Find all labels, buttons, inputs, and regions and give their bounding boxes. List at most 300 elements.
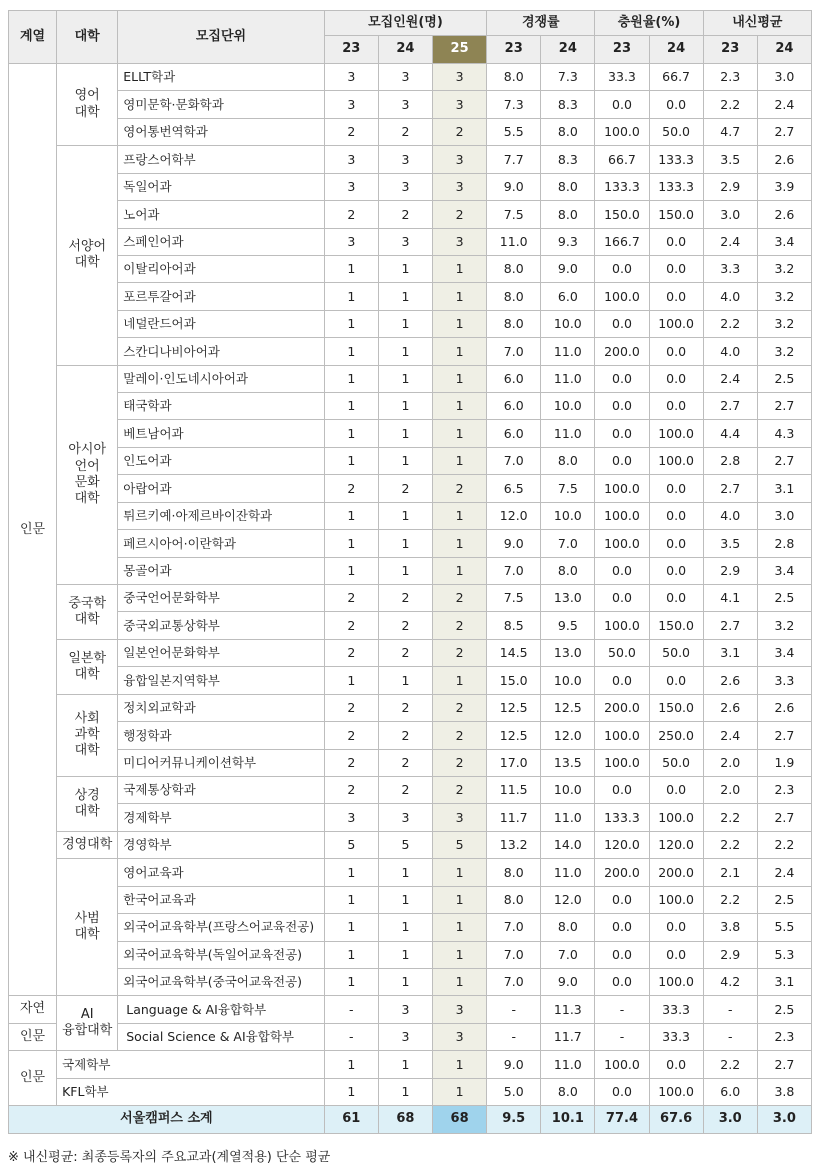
value-c23: 8.0	[487, 255, 541, 282]
value-r24: 1	[378, 365, 432, 392]
value-c24: 11.0	[541, 1051, 595, 1078]
value-g24: 3.2	[757, 310, 811, 337]
college-cell: 일본학 대학	[57, 639, 118, 694]
value-c23: 7.0	[487, 338, 541, 365]
value-g24: 2.6	[757, 694, 811, 721]
table-row	[9, 283, 812, 310]
header-year: 23	[595, 36, 649, 64]
value-g24: 3.1	[757, 475, 811, 502]
value-c23: 15.0	[487, 667, 541, 694]
value-r24: 1	[378, 1078, 432, 1105]
value-c23: 14.5	[487, 639, 541, 666]
value-g23: 6.0	[703, 1078, 757, 1105]
value-f24: 120.0	[649, 831, 703, 858]
value-r24: 3	[378, 804, 432, 831]
value-c23: 8.0	[487, 886, 541, 913]
value-c24: 7.0	[541, 941, 595, 968]
value-f24: 0.0	[649, 776, 703, 803]
value-f24: 0.0	[649, 1051, 703, 1078]
value-f23: 0.0	[595, 1078, 649, 1105]
value-c24: 13.0	[541, 585, 595, 612]
value-g23: 3.1	[703, 639, 757, 666]
footnote: ※ 내신평균: 최종등록자의 주요교과(계열적용) 단순 평균	[8, 1150, 331, 1165]
major-name: 이탈리아어과	[118, 255, 325, 282]
value-r24: 2	[378, 475, 432, 502]
value-r24: 1	[378, 283, 432, 310]
value-g23: 2.2	[703, 310, 757, 337]
value-g24: 2.4	[757, 91, 811, 118]
header-year: 24	[378, 36, 432, 64]
value-r25: 2	[433, 722, 487, 749]
table-row	[9, 968, 812, 995]
value-g24: 2.5	[757, 886, 811, 913]
table-row	[9, 91, 812, 118]
value-r23: 3	[324, 146, 378, 173]
value-f24: 0.0	[649, 255, 703, 282]
value-c24: 8.0	[541, 557, 595, 584]
value-r25: 2	[433, 585, 487, 612]
value-r25: 3	[433, 64, 487, 91]
value-c23: 7.3	[487, 91, 541, 118]
table-row	[9, 1051, 812, 1078]
value-c24: 9.5	[541, 612, 595, 639]
value-f24: 100.0	[649, 310, 703, 337]
value-r24: 3	[378, 146, 432, 173]
major-name: 외국어교육학부(독일어교육전공)	[118, 941, 325, 968]
major-name: 영어통번역학과	[118, 118, 325, 145]
table-row	[9, 804, 812, 831]
value-r23: 1	[324, 338, 378, 365]
table-row	[9, 118, 812, 145]
value-g24: 2.6	[757, 146, 811, 173]
value-r25: 1	[433, 886, 487, 913]
table-row	[9, 447, 812, 474]
major-name: 포르투갈어과	[118, 283, 325, 310]
value-g23: 2.0	[703, 749, 757, 776]
header-unit: 모집단위	[118, 11, 325, 64]
value-c23: -	[487, 996, 541, 1023]
value-r23: -	[324, 996, 378, 1023]
college-cell: AI 융합대학	[57, 996, 118, 1051]
value-r24: 1	[378, 968, 432, 995]
value-c24: 11.0	[541, 365, 595, 392]
header-gpa: 내신평균	[703, 11, 811, 36]
table-row	[9, 502, 812, 529]
major-name: 외국어교육학부(중국어교육전공)	[118, 968, 325, 995]
value-c23: -	[487, 1023, 541, 1050]
value-r23: 1	[324, 502, 378, 529]
table-row	[9, 859, 812, 886]
value-g23: 4.1	[703, 585, 757, 612]
value-c24: 8.3	[541, 146, 595, 173]
value-r24: 1	[378, 859, 432, 886]
major-name: 영미문학·문화학과	[118, 91, 325, 118]
major-name: 베트남어과	[118, 420, 325, 447]
value-g23: 2.6	[703, 667, 757, 694]
value-r23: 2	[324, 749, 378, 776]
value-g24: 3.2	[757, 612, 811, 639]
value-g23: 2.4	[703, 228, 757, 255]
value-r24: 1	[378, 447, 432, 474]
value-c24: 7.0	[541, 530, 595, 557]
value-c24: 11.0	[541, 859, 595, 886]
value-r24: 3	[378, 996, 432, 1023]
value-r24: 1	[378, 338, 432, 365]
college-cell: 상경 대학	[57, 776, 118, 831]
value-r25: 3	[433, 1023, 487, 1050]
value-g24: 2.5	[757, 585, 811, 612]
header-college: 대학	[57, 11, 118, 64]
value-r25: 1	[433, 365, 487, 392]
value-r24: 3	[378, 1023, 432, 1050]
value-c23: 12.5	[487, 722, 541, 749]
value-c23: 11.7	[487, 804, 541, 831]
value-c23: 7.7	[487, 146, 541, 173]
value-c23: 8.0	[487, 64, 541, 91]
header-year: 24	[757, 36, 811, 64]
value-r23: 1	[324, 667, 378, 694]
value-c24: 8.0	[541, 914, 595, 941]
value-r25: 1	[433, 447, 487, 474]
value-r25: 1	[433, 310, 487, 337]
total-row	[9, 1106, 812, 1134]
total-r23: 61	[324, 1106, 378, 1134]
value-r25: 3	[433, 804, 487, 831]
major-name: 몽골어과	[118, 557, 325, 584]
value-r25: 1	[433, 502, 487, 529]
value-r23: 2	[324, 722, 378, 749]
value-g23: 2.0	[703, 776, 757, 803]
table-row	[9, 667, 812, 694]
value-r24: 1	[378, 914, 432, 941]
value-f24: 33.3	[649, 1023, 703, 1050]
value-f24: 150.0	[649, 612, 703, 639]
value-g23: 2.2	[703, 1051, 757, 1078]
total-g23: 3.0	[703, 1106, 757, 1134]
value-r23: 1	[324, 530, 378, 557]
table-row	[9, 146, 812, 173]
value-f24: 100.0	[649, 447, 703, 474]
value-r25: 3	[433, 996, 487, 1023]
value-r24: 2	[378, 694, 432, 721]
value-c23: 12.0	[487, 502, 541, 529]
header-row-1	[9, 11, 812, 36]
value-r25: 1	[433, 255, 487, 282]
value-f23: 0.0	[595, 776, 649, 803]
value-f24: 100.0	[649, 804, 703, 831]
value-f23: 0.0	[595, 557, 649, 584]
value-r25: 1	[433, 1051, 487, 1078]
value-r24: 1	[378, 667, 432, 694]
total-f23: 77.4	[595, 1106, 649, 1134]
value-g24: 2.7	[757, 804, 811, 831]
value-c23: 8.0	[487, 859, 541, 886]
value-r25: 2	[433, 201, 487, 228]
value-f24: 0.0	[649, 91, 703, 118]
value-g23: 2.3	[703, 64, 757, 91]
value-r23: 2	[324, 612, 378, 639]
value-f23: 120.0	[595, 831, 649, 858]
major-name: Social Science & AI융합학부	[118, 1023, 325, 1050]
value-r24: 2	[378, 585, 432, 612]
total-c23: 9.5	[487, 1106, 541, 1134]
table-row	[9, 639, 812, 666]
value-r24: 1	[378, 941, 432, 968]
value-g23: 3.8	[703, 914, 757, 941]
value-f24: 50.0	[649, 639, 703, 666]
table-row	[9, 228, 812, 255]
value-g23: 4.0	[703, 283, 757, 310]
value-g24: 2.7	[757, 1051, 811, 1078]
value-r24: 1	[378, 310, 432, 337]
value-c24: 10.0	[541, 502, 595, 529]
major-name: 아랍어과	[118, 475, 325, 502]
college-cell: 경영대학	[57, 831, 118, 858]
major-name: 네덜란드어과	[118, 310, 325, 337]
total-label: 서울캠퍼스 소계	[9, 1106, 325, 1134]
header-recruit: 모집인원(명)	[324, 11, 486, 36]
table-row	[9, 722, 812, 749]
value-r25: 3	[433, 146, 487, 173]
value-f23: -	[595, 1023, 649, 1050]
value-r25: 2	[433, 749, 487, 776]
value-f23: 0.0	[595, 365, 649, 392]
value-f23: 0.0	[595, 447, 649, 474]
value-r24: 3	[378, 64, 432, 91]
value-r25: 1	[433, 338, 487, 365]
value-f24: 200.0	[649, 859, 703, 886]
value-f23: 150.0	[595, 201, 649, 228]
value-r23: 1	[324, 968, 378, 995]
total-r24: 68	[378, 1106, 432, 1134]
total-c24: 10.1	[541, 1106, 595, 1134]
value-r25: 2	[433, 776, 487, 803]
value-r23: 1	[324, 941, 378, 968]
value-g23: 2.4	[703, 722, 757, 749]
major-name: 중국외교통상학부	[118, 612, 325, 639]
value-r24: 1	[378, 886, 432, 913]
value-g24: 3.4	[757, 639, 811, 666]
value-f23: 0.0	[595, 255, 649, 282]
value-r23: 1	[324, 447, 378, 474]
value-r25: 3	[433, 173, 487, 200]
value-r24: 2	[378, 639, 432, 666]
header-year: 24	[541, 36, 595, 64]
value-c24: 6.0	[541, 283, 595, 310]
value-f24: 250.0	[649, 722, 703, 749]
value-r24: 2	[378, 118, 432, 145]
value-r23: 3	[324, 91, 378, 118]
value-r23: 2	[324, 776, 378, 803]
value-r24: 1	[378, 1051, 432, 1078]
value-g23: 4.2	[703, 968, 757, 995]
value-r25: 1	[433, 941, 487, 968]
value-r23: 1	[324, 859, 378, 886]
value-r23: 1	[324, 557, 378, 584]
value-c24: 7.5	[541, 475, 595, 502]
value-g23: 2.2	[703, 831, 757, 858]
major-name: 프랑스어학부	[118, 146, 325, 173]
value-f24: 133.3	[649, 146, 703, 173]
table-row	[9, 255, 812, 282]
value-g23: 2.4	[703, 365, 757, 392]
major-name: KFL학부	[57, 1078, 325, 1105]
value-g24: 3.3	[757, 667, 811, 694]
value-f23: 0.0	[595, 393, 649, 420]
value-g24: 3.2	[757, 255, 811, 282]
value-r24: 3	[378, 173, 432, 200]
value-f23: 100.0	[595, 530, 649, 557]
value-r25: 2	[433, 118, 487, 145]
college-cell: 아시아 언어 문화 대학	[57, 365, 118, 584]
value-f23: 0.0	[595, 310, 649, 337]
value-f24: 0.0	[649, 530, 703, 557]
value-f23: 0.0	[595, 941, 649, 968]
value-r23: 1	[324, 255, 378, 282]
value-r25: 2	[433, 694, 487, 721]
value-c24: 7.3	[541, 64, 595, 91]
value-f23: 100.0	[595, 722, 649, 749]
value-c24: 10.0	[541, 310, 595, 337]
value-f23: 0.0	[595, 914, 649, 941]
value-g24: 3.8	[757, 1078, 811, 1105]
value-r23: 3	[324, 804, 378, 831]
major-name: 미디어커뮤니케이션학부	[118, 749, 325, 776]
value-g23: 2.1	[703, 859, 757, 886]
value-f23: 200.0	[595, 694, 649, 721]
table-row	[9, 749, 812, 776]
major-name: 경영학부	[118, 831, 325, 858]
value-r25: 1	[433, 968, 487, 995]
value-r23: 3	[324, 64, 378, 91]
value-r25: 2	[433, 475, 487, 502]
value-g23: 2.7	[703, 393, 757, 420]
value-c24: 9.3	[541, 228, 595, 255]
value-c24: 8.0	[541, 201, 595, 228]
value-f24: 0.0	[649, 941, 703, 968]
value-g24: 2.5	[757, 365, 811, 392]
value-f23: 0.0	[595, 585, 649, 612]
value-r25: 1	[433, 914, 487, 941]
value-f23: 100.0	[595, 612, 649, 639]
value-f23: 0.0	[595, 91, 649, 118]
major-name: 태국학과	[118, 393, 325, 420]
value-c23: 11.0	[487, 228, 541, 255]
value-r23: 5	[324, 831, 378, 858]
value-g24: 3.4	[757, 557, 811, 584]
value-g24: 3.1	[757, 968, 811, 995]
major-name: 행정학과	[118, 722, 325, 749]
value-r25: 1	[433, 667, 487, 694]
value-r24: 3	[378, 91, 432, 118]
major-name: 국제학부	[57, 1051, 325, 1078]
value-r24: 1	[378, 502, 432, 529]
table-row	[9, 393, 812, 420]
college-cell: 중국학 대학	[57, 585, 118, 640]
header-category: 계열	[9, 11, 57, 64]
value-f24: 0.0	[649, 557, 703, 584]
value-g24: 2.4	[757, 859, 811, 886]
value-g24: 3.2	[757, 283, 811, 310]
value-r25: 2	[433, 639, 487, 666]
value-g23: 2.6	[703, 694, 757, 721]
value-r24: 2	[378, 201, 432, 228]
major-name: 스페인어과	[118, 228, 325, 255]
value-r23: 1	[324, 283, 378, 310]
total-f24: 67.6	[649, 1106, 703, 1134]
value-c23: 6.5	[487, 475, 541, 502]
value-g24: 3.0	[757, 64, 811, 91]
category-cell: 인문	[9, 1051, 57, 1106]
value-c24: 11.7	[541, 1023, 595, 1050]
major-name: 스칸디나비아어과	[118, 338, 325, 365]
category-cell: 인문	[9, 64, 57, 996]
value-g23: 4.7	[703, 118, 757, 145]
table-row	[9, 1023, 812, 1050]
value-f24: 0.0	[649, 338, 703, 365]
value-f23: 100.0	[595, 749, 649, 776]
value-f24: 66.7	[649, 64, 703, 91]
value-g23: 2.7	[703, 475, 757, 502]
value-r23: 2	[324, 585, 378, 612]
value-f23: 66.7	[595, 146, 649, 173]
value-f23: 200.0	[595, 338, 649, 365]
value-g24: 5.3	[757, 941, 811, 968]
value-g24: 2.2	[757, 831, 811, 858]
value-f24: 100.0	[649, 420, 703, 447]
value-c23: 9.0	[487, 173, 541, 200]
major-name: 외국어교육학부(프랑스어교육전공)	[118, 914, 325, 941]
value-g24: 2.8	[757, 530, 811, 557]
value-f23: 133.3	[595, 804, 649, 831]
value-c24: 10.0	[541, 667, 595, 694]
value-g24: 2.6	[757, 201, 811, 228]
table-row	[9, 420, 812, 447]
college-cell: 서양어 대학	[57, 146, 118, 365]
value-f24: 0.0	[649, 914, 703, 941]
value-f24: 0.0	[649, 365, 703, 392]
value-c24: 13.5	[541, 749, 595, 776]
value-r25: 3	[433, 91, 487, 118]
table-row	[9, 1078, 812, 1105]
value-c23: 7.0	[487, 557, 541, 584]
value-r25: 5	[433, 831, 487, 858]
value-r24: 2	[378, 612, 432, 639]
value-f23: 50.0	[595, 639, 649, 666]
major-name: ELLT학과	[118, 64, 325, 91]
value-r25: 1	[433, 557, 487, 584]
value-g24: 2.7	[757, 118, 811, 145]
value-r23: 3	[324, 228, 378, 255]
value-r24: 1	[378, 393, 432, 420]
value-g24: 2.3	[757, 1023, 811, 1050]
value-c24: 9.0	[541, 968, 595, 995]
value-r23: 1	[324, 1051, 378, 1078]
value-r24: 1	[378, 557, 432, 584]
value-r25: 1	[433, 530, 487, 557]
value-r25: 1	[433, 283, 487, 310]
value-c24: 11.0	[541, 804, 595, 831]
major-name: 독일어과	[118, 173, 325, 200]
value-r24: 2	[378, 722, 432, 749]
value-f23: 166.7	[595, 228, 649, 255]
table-row	[9, 612, 812, 639]
value-f24: 0.0	[649, 585, 703, 612]
value-g23: 3.3	[703, 255, 757, 282]
value-g24: 5.5	[757, 914, 811, 941]
value-c24: 8.0	[541, 173, 595, 200]
value-f24: 100.0	[649, 1078, 703, 1105]
